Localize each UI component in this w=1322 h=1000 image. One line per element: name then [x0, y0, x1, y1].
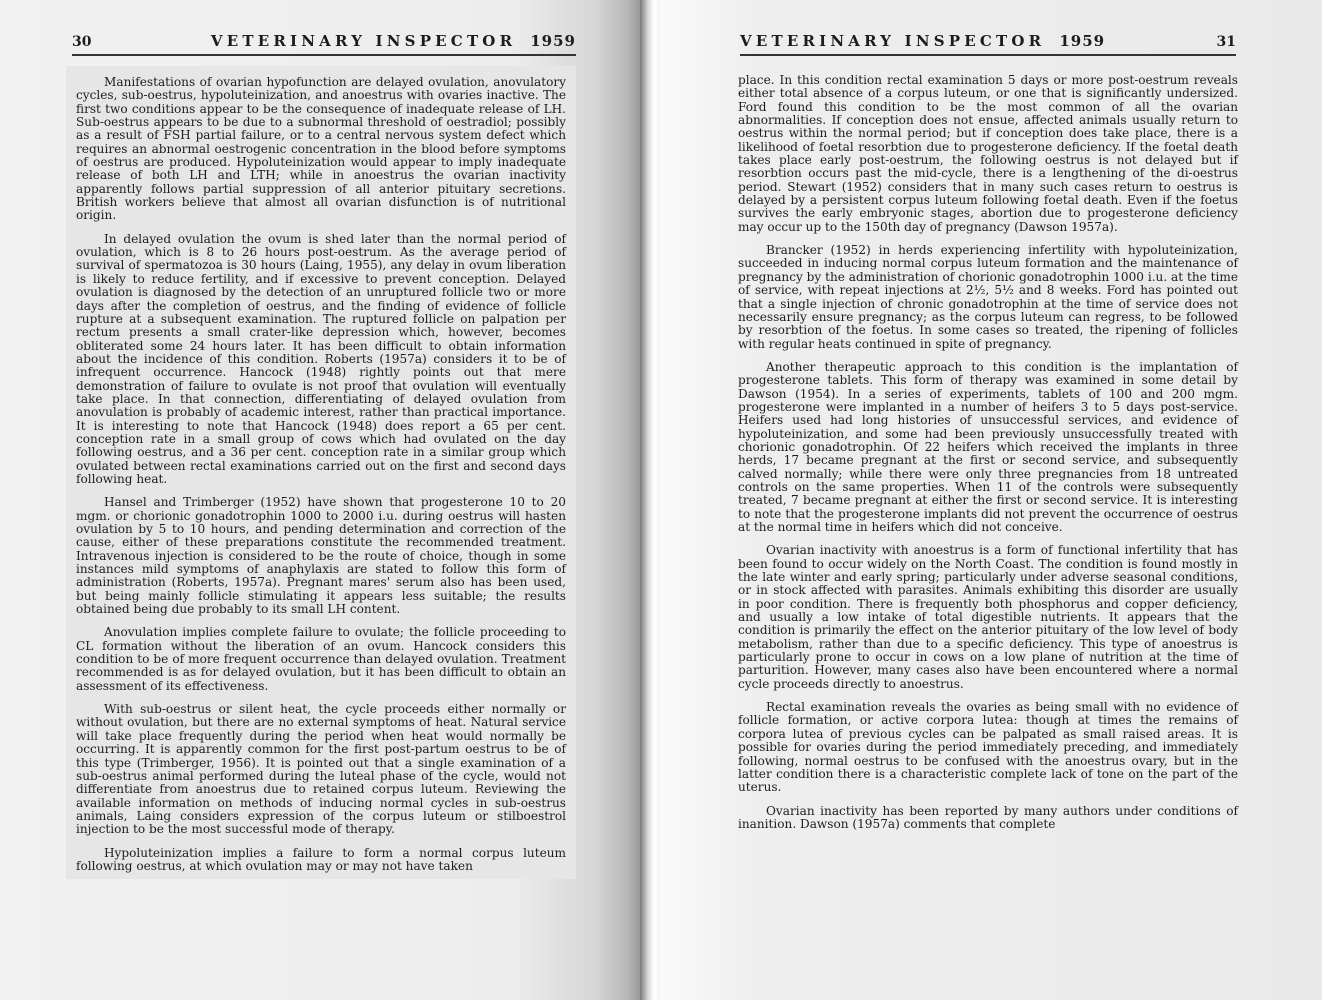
right-running-head-year: 1959: [1059, 32, 1106, 50]
left-page: [0, 0, 640, 1000]
left-running-head: [211, 32, 576, 50]
paragraph: Anovulation implies complete failure to ovulate; the follicle proceeding to CL formation without the liberation of an ovum. Hancock considers this condition to be of more frequent occurrence than delayed ovulation. Treatment recommended is as for delayed ovulation, but it has been difficult to obtain an assessment of its effectiveness.: [76, 625, 566, 693]
paragraph: Hypoluteinization implies a failure to form a normal corpus luteum following oestrus, at which ovulation may or may not have taken: [76, 845, 566, 873]
right-running-head-title: VETERINARY INSPECTOR: [740, 32, 1046, 50]
right-page-number: 31: [1216, 34, 1236, 50]
right-page-body: [738, 74, 1238, 831]
paragraph: Brancker (1952) in herds experiencing infertility with hypoluteinization, succeeded in inducing normal corpus luteum formation and the maintenance of pregnancy by the administration of chorionic gonadotrophin 1000 i.u. at the time of service, with repeat injections at 2½, 5½ and 8 weeks. Ford has pointed out that a single injection of chronic gonadotrophin at the time of service does not necessarily ensure pregnancy; as the corpus luteum can regress, to be followed by resorbtion of the foetus. In some cases so treated, the ripening of follicles with regular heats continued in spite of pregnancy.: [738, 243, 1238, 351]
paragraph: Hansel and Trimberger (1952) have shown that progesterone 10 to 20 mgm. or chorionic gonadotrophin 1000 to 2000 i.u. during oestrus will hasten ovulation by 5 to 10 hours, and pending determination and correction of the cause, either of these preparations constitute the recommended treatment. Intravenous injection is considered to be the route of choice, though in some instances mild symptoms of anaphylaxis are stated to follow this form of administration (Roberts, 1957a). Pregnant mares' serum also has been used, but being mainly follicle stimulating it appears less suitable; the results obtained being due probably to its small LH content.: [76, 495, 566, 617]
right-running-head: [740, 32, 1105, 50]
paragraph: Ovarian inactivity has been reported by many authors under conditions of inanition. Dawson (1957a) comments that complete: [738, 803, 1238, 831]
right-page-header: [740, 30, 1236, 56]
left-page-number: 30: [72, 34, 92, 50]
right-page: [660, 0, 1322, 1000]
left-running-head-year: 1959: [530, 32, 576, 50]
paragraph: Ovarian inactivity with anoestrus is a form of functional infertility that has been found to occur widely on the North Coast. The condition is found mostly in the late winter and early spring; particularly under adverse seasonal conditions, or in stock affected with parasites. Animals exhibiting this disorder are usually in poor condition. There is frequently both phosphorus and copper deficiency, and usually a low intake of total digestible nutrients. It appears that the condition is primarily the effect on the anterior pituitary of the low level of body metabolism, rather than due to a specific deficiency. This type of anoestrus is particularly prone to occur in cows on a low plane of nutrition at the time of parturition. However, many cases also have been encountered where a normal cycle proceeds directly to anoestrus.: [738, 543, 1238, 691]
book-gutter: [640, 0, 660, 1000]
paragraph: Rectal examination reveals the ovaries as being small with no evidence of follicle formation, or active corpora lutea: though at times the remains of corpora lutea of previous cycles can be palpated as small raised areas. It is possible for ovaries during the period immediately preceding, and immediately following, normal oestrus to be confused with the anoestrus ovary, but in the latter condition there is a characteristic complete lack of tone on the part of the uterus.: [738, 700, 1238, 795]
left-page-body: [66, 66, 576, 879]
paragraph: place. In this condition rectal examination 5 days or more post-oestrum reveals either total absence of a corpus luteum, or one that is significantly undersized. Ford found this condition to be the most common of all the ovarian abnormalities. If conception does not ensue, affected animals usually return to oestrus within the normal period; but if conception does take place, there is a likelihood of foetal resorbtion due to progesterone deficiency. If the foetal death takes place early post-oestrum, the following oestrus is not delayed but if resorbtion occurs past the mid-cycle, there is a lengthening of the di-oestrus period. Stewart (1952) considers that in many such cases return to oestrus is delayed by a persistent corpus luteum following foetal death. Even if the foetus survives the early embryonic stages, abortion due to progesterone deficiency may occur up to the 150th day of pregnancy (Dawson 1957a).: [738, 73, 1238, 234]
paragraph: With sub-oestrus or silent heat, the cycle proceeds either normally or without ovulation, but there are no external symptoms of heat. Natural service will take place frequently during the period when heat would normally be occurring. It is apparently common for the first post-partum oestrus to be of this type (Trimberger, 1956). It is pointed out that a single examination of a sub-oestrus animal performed during the luteal phase of the cycle, would not differentiate from anoestrus due to retained corpus luteum. Reviewing the available information on methods of inducing normal cycles in sub-oestrus animals, Laing considers expression of the corpus luteum or stilboestrol injection to be the most successful mode of therapy.: [76, 702, 566, 837]
paragraph: Manifestations of ovarian hypofunction are delayed ovulation, anovulatory cycles, sub-oestrus, hypoluteinization, and anoestrus with ovaries inactive. The first two conditions appear to be the consequence of inadequate release of LH. Sub-oestrus appears to be due to a subnormal threshold of oestradiol; possibly as a result of FSH partial failure, or to a central nervous system defect which requires an abnormal oestrogenic concentration in the blood before symptoms of oestrus are produced. Hypoluteinization would appear to imply inadequate release of both LH and LTH; while in anoestrus the ovarian inactivity apparently follows partial suppression of all anterior pituitary secretions. British workers believe that almost all ovarian disfunction is of nutritional origin.: [76, 75, 566, 223]
left-running-head-title: VETERINARY INSPECTOR: [210, 32, 517, 50]
left-page-header: [72, 30, 576, 56]
paragraph: Another therapeutic approach to this condition is the implantation of progesterone tablets. This form of therapy was examined in some detail by Dawson (1954). In a series of experiments, tablets of 100 and 200 mgm. progesterone were implanted in a number of heifers 3 to 5 days post-service. Heifers used had long histories of unsuccessful services, and evidence of hypoluteinization, and some had been previously unsuccessfully treated with chorionic gonadotrophin. Of 22 heifers which received the implants in three herds, 17 became pregnant at the first or second service, and subsequently calved normally; while there were only three pregnancies from 18 untreated controls on the same properties. When 11 of the controls were subsequently treated, 7 became pregnant at either the first or second service. It is interesting to note that the progesterone implants did not prevent the occurrence of oestrus at the normal time in heifers which did not conceive.: [738, 359, 1238, 534]
paragraph: In delayed ovulation the ovum is shed later than the normal period of ovulation, which is 8 to 26 hours post-oestrum. As the average period of survival of spermatozoa is 30 hours (Laing, 1955), any delay in ovum liberation is likely to reduce fertility, and if excessive to prevent conception. Delayed ovulation is diagnosed by the detection of an unruptured follicle two or more days after the completion of oestrus, and the finding of evidence of follicle rupture at a subsequent examination. The ruptured follicle on palpation per rectum presents a small crater-like depression which, however, becomes obliterated some 24 hours later. It has been difficult to obtain information about the incidence of this condition. Roberts (1957a) considers it to be of infrequent occurrence. Hancock (1948) rightly points out that mere demonstration of failure to ovulate is not proof that ovulation will eventually take place. In that connection, differentiating of delayed ovulation from anovulation is probably of academic interest, rather than practical importance. It is interesting to note that Hancock (1948) does report a 65 per cent. conception rate in a small group of cows which had ovulated on the day following oestrus, and a 36 per cent. conception rate in a similar group which ovulated between rectal examinations carried out on the first and second days following heat.: [76, 231, 566, 486]
